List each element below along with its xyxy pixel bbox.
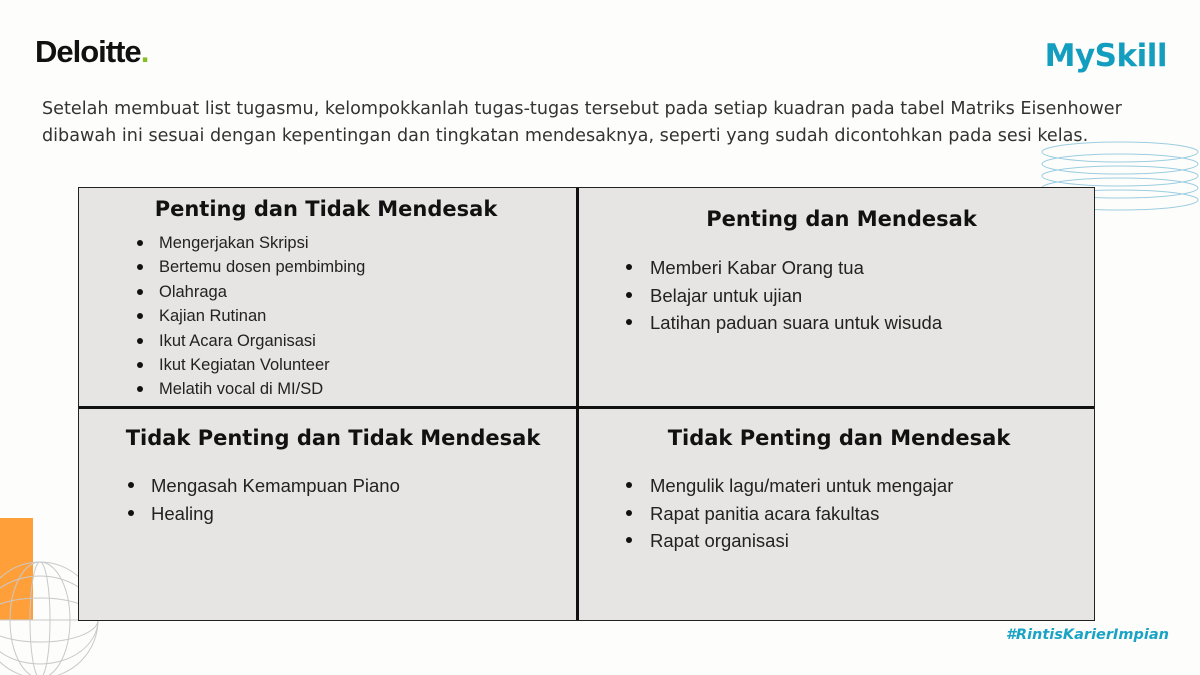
quadrant-title: Tidak Penting dan Tidak Mendesak — [125, 426, 541, 450]
list-item: Bertemu dosen pembimbing — [159, 255, 365, 279]
matrix-vertical-divider — [576, 188, 579, 620]
matrix-horizontal-divider — [79, 406, 1094, 409]
list-item: Olahraga — [159, 280, 365, 304]
task-list — [650, 472, 953, 555]
list-item: Latihan paduan suara untuk wisuda — [650, 309, 942, 337]
myskill-logo: MySkill — [1044, 38, 1167, 74]
list-item: Memberi Kabar Orang tua — [650, 254, 942, 282]
list-item: Kajian Rutinan — [159, 304, 365, 328]
deloitte-logo-dot: . — [140, 34, 149, 69]
quadrant-important-urgent — [579, 188, 1096, 406]
task-list — [151, 472, 400, 527]
deloitte-logo-text: Deloitte — [35, 34, 141, 69]
eisenhower-matrix — [78, 187, 1095, 621]
list-item: Rapat organisasi — [650, 527, 953, 555]
list-item: Ikut Acara Organisasi — [159, 329, 365, 353]
task-list — [159, 231, 365, 402]
task-list — [650, 254, 942, 337]
list-item: Healing — [151, 500, 400, 528]
deloitte-logo — [35, 34, 148, 70]
list-item: Mengerjakan Skripsi — [159, 231, 365, 255]
list-item: Mengasah Kemampuan Piano — [151, 472, 400, 500]
quadrant-title: Tidak Penting dan Mendesak — [667, 426, 1011, 450]
list-item: Belajar untuk ujian — [650, 282, 942, 310]
quadrant-not-important-urgent — [579, 409, 1096, 622]
quadrant-important-not-urgent — [79, 188, 576, 406]
list-item: Rapat panitia acara fakultas — [650, 500, 953, 528]
list-item: Ikut Kegiatan Volunteer — [159, 353, 365, 377]
list-item: Melatih vocal di MI/SD — [159, 377, 365, 401]
hashtag-footer: #RintisKarierImpian — [1005, 627, 1169, 643]
quadrant-title: Penting dan Mendesak — [706, 207, 977, 231]
intro-paragraph: Setelah membuat list tugasmu, kelompokkanlah tugas-tugas tersebut pada setiap kuadran pada tabel Matriks Eisenhower dibawah ini sesuai dengan kepentingan dan tingkatan mendesaknya, seperti yang sudah dicontohkan pada sesi kelas. — [42, 99, 1122, 146]
quadrant-title: Penting dan Tidak Mendesak — [154, 197, 498, 221]
quadrant-not-important-not-urgent — [79, 409, 576, 622]
list-item: Mengulik lagu/materi untuk mengajar — [650, 472, 953, 500]
